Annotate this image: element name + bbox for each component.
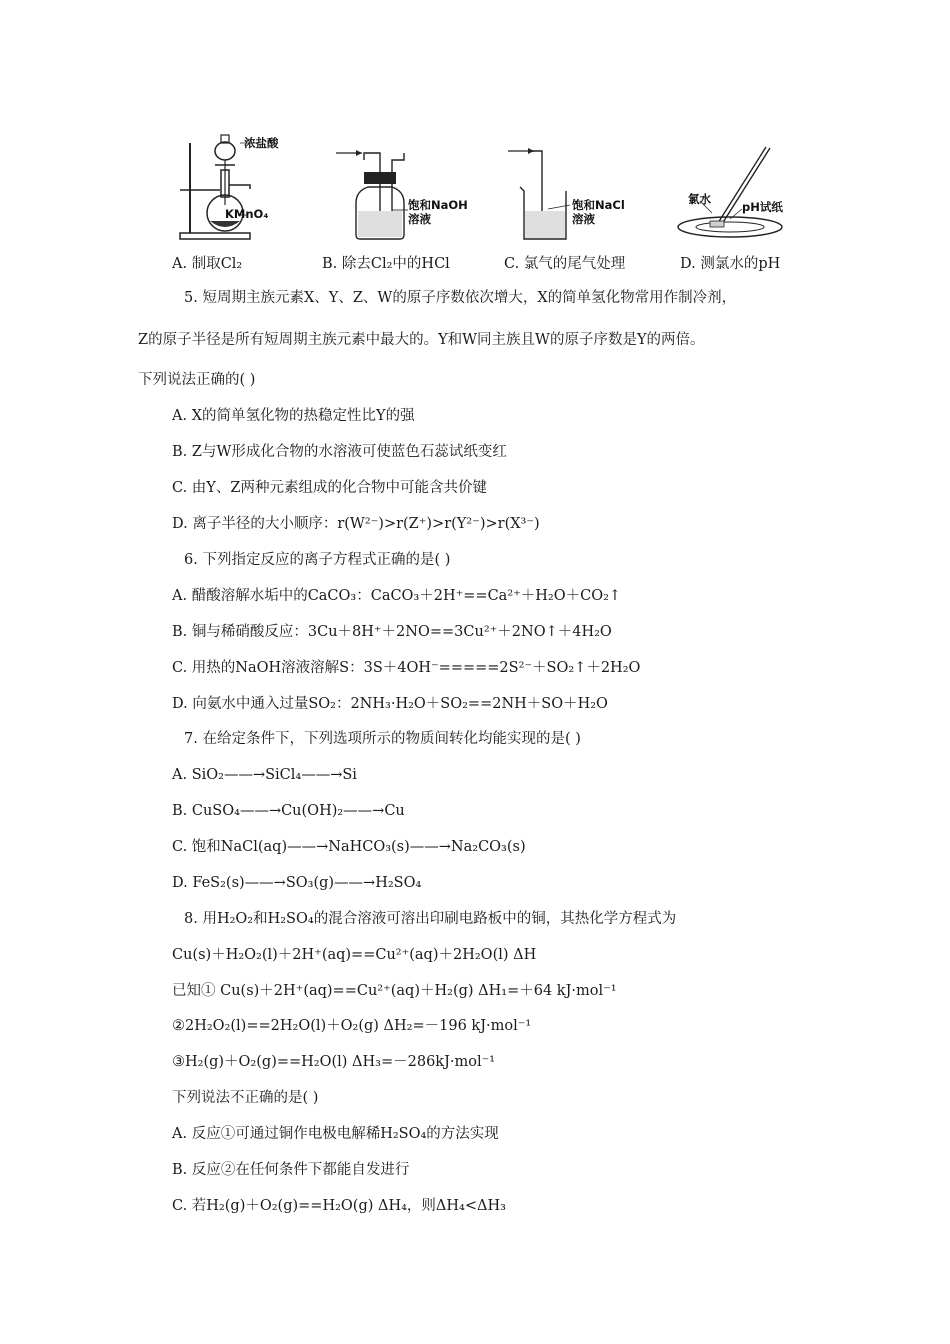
apparatus-a-chlorine-generator: [170, 115, 320, 245]
q5-option-a: A. X的简单氢化物的热稳定性比Y的强: [172, 408, 415, 424]
q6-stem: 6. 下列指定反应的离子方程式正确的是( ): [184, 552, 451, 568]
label-conc-hcl: 浓盐酸: [244, 136, 279, 150]
q5-stem-line-2: Z的原子半径是所有短周期主族元素中最大的。Y和W同主族且W的原子序数是Y的两倍。: [138, 332, 705, 348]
wash-bottle-drawing: [332, 115, 482, 245]
apparatus-figure: [170, 115, 850, 245]
label-nacl-1: 饱和NaCl: [572, 198, 625, 212]
apparatus-c-beaker-absorber: [504, 115, 654, 245]
q8-stem: 8. 用H₂O₂和H₂SO₄的混合溶液可溶出印刷电路板中的铜，其热化学方程式为: [184, 911, 677, 927]
figure-option-d: D. 测氯水的pH: [680, 256, 781, 272]
q5-option-b: B. Z与W形成化合物的水溶液可使蓝色石蕊试纸变红: [172, 444, 507, 460]
label-chlorine-water: 氯水: [688, 192, 711, 206]
q7-option-c: C. 饱和NaCl(aq)——→NaHCO₃(s)——→Na₂CO₃(s): [172, 839, 526, 855]
q6-option-b: B. 铜与稀硝酸反应：3Cu＋8H⁺＋2NO==3Cu²⁺＋2NO↑＋4H₂O: [172, 624, 612, 640]
q8-known-3: ③H₂(g)＋O₂(g)==H₂O(l) ΔH₃=－286kJ·mol⁻¹: [172, 1054, 496, 1070]
q5-option-d: D. 离子半径的大小顺序：r(W²⁻)>r(Z⁺)>r(Y²⁻)>r(X³⁻): [172, 516, 540, 532]
label-naoh-1: 饱和NaOH: [408, 198, 468, 212]
apparatus-d-ph-test: [670, 115, 850, 245]
figure-option-a: A. 制取Cl₂: [172, 256, 243, 272]
label-nacl-2: 溶液: [572, 212, 595, 226]
q8-option-a: A. 反应①可通过铜作电极电解稀H₂SO₄的方法实现: [172, 1126, 499, 1142]
q8-known-2: ②2H₂O₂(l)==2H₂O(l)＋O₂(g) ΔH₂=－196 kJ·mol⁻¹: [172, 1018, 532, 1034]
figure-options: [172, 252, 872, 274]
q5-stem-line-3: 下列说法正确的( ): [138, 372, 256, 388]
q8-ask: 下列说法不正确的是( ): [172, 1090, 319, 1106]
q7-option-a: A. SiO₂——→SiCl₄——→Si: [172, 767, 357, 783]
figure-option-b: B. 除去Cl₂中的HCl: [322, 256, 450, 272]
q6-option-d: D. 向氨水中通入过量SO₂：2NH₃·H₂O＋SO₂==2NH＋SO＋H₂O: [172, 696, 608, 712]
q6-option-a: A. 醋酸溶解水垢中的CaCO₃：CaCO₃＋2H⁺==Ca²⁺＋H₂O＋CO₂↑: [172, 588, 622, 604]
q5-option-c: C. 由Y、Z两种元素组成的化合物中可能含共价键: [172, 480, 487, 496]
figure-option-c: C. 氯气的尾气处理: [504, 256, 626, 272]
label-kmno4: KMnO₄: [225, 207, 269, 221]
q7-option-b: B. CuSO₄——→Cu(OH)₂——→Cu: [172, 803, 405, 819]
q8-known-1: 已知① Cu(s)＋2H⁺(aq)==Cu²⁺(aq)＋H₂(g) ΔH₁=＋64 kJ·mol⁻¹: [172, 983, 617, 999]
q8-option-c: C. 若H₂(g)＋O₂(g)==H₂O(g) ΔH₄，则ΔH₄<ΔH₃: [172, 1198, 506, 1214]
flask-stand-drawing: [170, 115, 320, 245]
q8-option-b: B. 反应②在任何条件下都能自发进行: [172, 1162, 410, 1178]
q5-stem-line-1: 5. 短周期主族元素X、Y、Z、W的原子序数依次增大，X的简单氢化物常用作制冷剂，: [184, 290, 737, 306]
q7-stem: 7. 在给定条件下，下列选项所示的物质间转化均能实现的是( ): [184, 731, 581, 747]
q6-option-c: C. 用热的NaOH溶液溶解S：3S＋4OH⁻=====2S²⁻＋SO₂↑＋2H₂O: [172, 660, 641, 676]
ph-test-drawing: [670, 115, 850, 245]
apparatus-b-wash-bottle: [332, 115, 482, 245]
label-ph-paper: pH试纸: [742, 200, 783, 214]
label-naoh-2: 溶液: [408, 212, 431, 226]
q7-option-d: D. FeS₂(s)——→SO₃(g)——→H₂SO₄: [172, 875, 422, 891]
q8-main-equation: Cu(s)＋H₂O₂(l)＋2H⁺(aq)==Cu²⁺(aq)＋2H₂O(l) ΔH: [172, 947, 537, 963]
